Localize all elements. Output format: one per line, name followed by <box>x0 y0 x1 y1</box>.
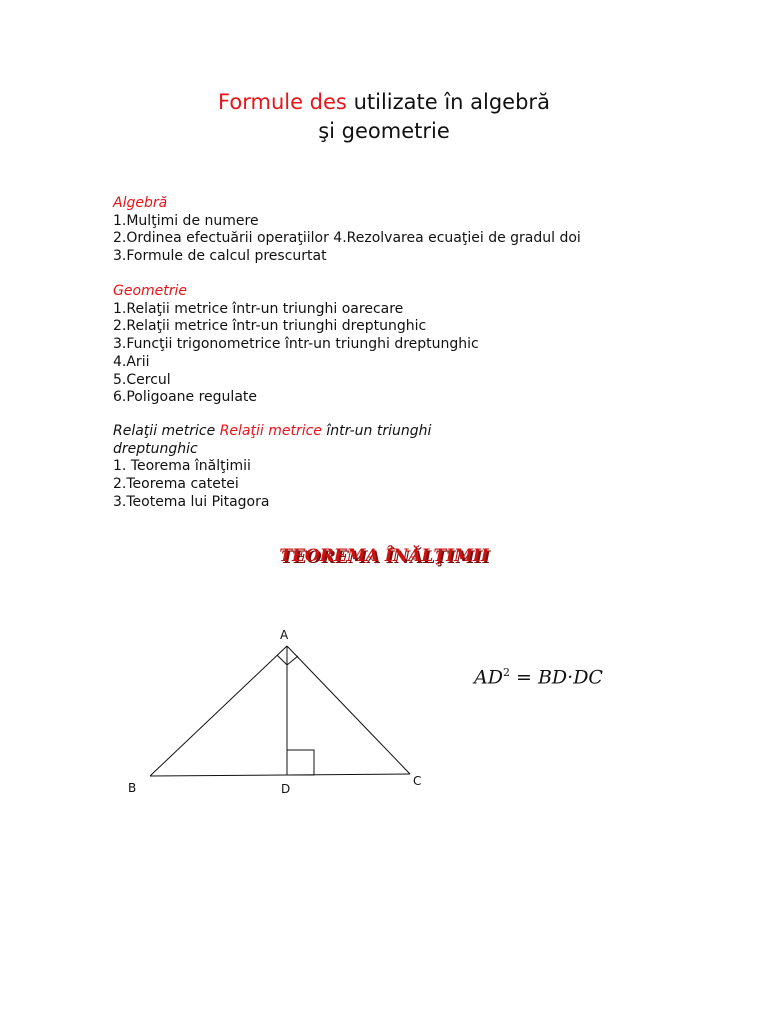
relations-heading-line-2: dreptunghic <box>113 440 198 457</box>
height-theorem-formula <box>474 666 603 688</box>
geometry-item: 5.Cercul <box>113 371 171 388</box>
algebra-heading: Algebră <box>113 195 168 211</box>
relations-item: 1. Teorema înălţimii <box>113 458 251 475</box>
side-bc <box>150 774 410 776</box>
geometry-item: 6.Poligoane regulate <box>113 389 258 406</box>
right-angle-mark-d <box>287 750 314 775</box>
section-heading-wordart: TEOREMA ÎNĂLŢIMII <box>279 546 489 566</box>
page-title <box>0 88 768 146</box>
side-ab <box>150 646 287 776</box>
geometry-section <box>113 283 479 407</box>
formula-exponent: 2 <box>502 666 510 679</box>
relations-heading-part-a: Relaţii metrice <box>113 423 220 439</box>
relations-item: 2.Teorema catetei <box>113 476 239 493</box>
geometry-item: 1.Relaţii metrice într-un triunghi oarecare <box>113 300 404 317</box>
algebra-section <box>113 195 581 266</box>
algebra-item: 3.Formule de calcul prescurtat <box>113 248 327 265</box>
geometry-item: 4.Arii <box>113 353 150 370</box>
label-a: A <box>280 628 289 642</box>
relations-heading-line-1 <box>113 423 431 441</box>
title-black-part: utilizate în algebră <box>346 90 550 114</box>
title-red-part: Formule des <box>218 90 347 114</box>
title-line-2: şi geometrie <box>318 119 450 143</box>
algebra-item: 2.Ordinea efectuării operaţiilor 4.Rezolvarea ecuaţiei de gradul doi <box>113 230 581 247</box>
right-triangle-diagram <box>110 620 440 805</box>
relations-item: 3.Teotema lui Pitagora <box>113 493 270 510</box>
formula-lhs: AD <box>474 666 503 689</box>
label-b: B <box>128 781 137 795</box>
geometry-item: 2.Relaţii metrice într-un triunghi dreptunghic <box>113 318 427 335</box>
geometry-item: 3.Funcţii trigonometrice într-un triunghi dreptunghic <box>113 336 479 353</box>
label-c: C <box>413 774 422 788</box>
geometry-heading: Geometrie <box>113 283 188 299</box>
relations-heading-part-b: într-un triunghi <box>321 423 432 439</box>
relations-heading-red: Relaţii metrice <box>219 423 322 439</box>
title-line-1 <box>0 88 768 117</box>
label-d: D <box>281 782 291 796</box>
formula-rhs: = BD·DC <box>509 666 603 689</box>
side-ac <box>287 646 410 774</box>
relations-section <box>113 423 431 512</box>
algebra-item: 1.Mulţimi de numere <box>113 212 259 229</box>
